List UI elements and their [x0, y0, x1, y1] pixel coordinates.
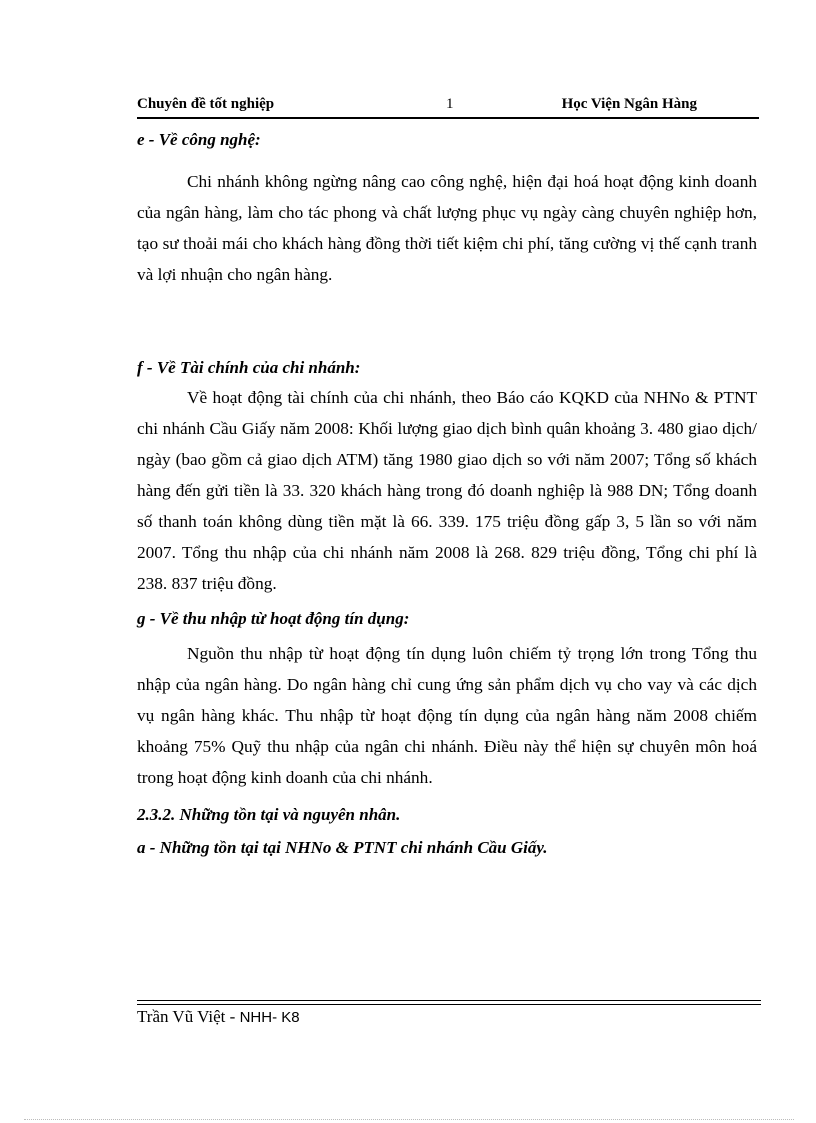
section-2-3-2-heading: 2.3.2. Những tồn tại và nguyên nhân. [137, 805, 401, 824]
footer-class: NHH- K8 [239, 1009, 300, 1026]
header-thesis-title: Chuyên đề tốt nghiệp [137, 96, 275, 112]
section-g-paragraph: Nguồn thu nhập từ hoạt động tín dụng luôn chiếm tỷ trọng lớn trong Tổng thu nhập của ngân hàng. Do ngân hàng chỉ cung ứng sản phẩm dịch vụ cho vay và các dịch vụ ngân hàng khác. Thu nhập từ hoạt động tín dụng của ngân hàng năm 2008 chiếm khoảng 75% Quỹ thu nhập của ngân chi nhánh. Điều này thể hiện sự chuyên môn hoá trong hoạt động kinh doanh của chi nhánh. [137, 644, 757, 787]
section-a-heading: a - Những tồn tại tại NHNo & PTNT chi nhánh Cầu Giấy. [137, 838, 548, 857]
section-f-heading: f - Về Tài chính của chi nhánh: [137, 358, 361, 377]
footer-divider-bottom [137, 1004, 761, 1005]
section-e-paragraph: Chi nhánh không ngừng nâng cao công nghệ, hiện đại hoá hoạt động kinh doanh của ngân hàng, làm cho tác phong và chất lượng phục vụ ngày càng chuyên nghiệp hơn, tạo sư thoải mái cho khách hàng đồng thời tiết kiệm chi phí, tăng cường vị thế cạnh tranh và lợi nhuận cho ngân hàng. [137, 172, 757, 284]
page-break-line [24, 1119, 794, 1120]
footer-divider-top [137, 1000, 761, 1001]
footer-author: Trần Vũ Việt - [137, 1007, 240, 1026]
section-g-heading: g - Về thu nhập từ hoạt động tín dụng: [137, 609, 410, 628]
page-header [137, 96, 759, 116]
header-institution: Học Viện Ngân Hàng [561, 96, 697, 112]
page-footer [137, 1007, 300, 1027]
section-f-paragraph: Về hoạt động tài chính của chi nhánh, theo Báo cáo KQKD của NHNo & PTNT chi nhánh Cầu Giấy năm 2008: Khối lượng giao dịch bình quân khoảng 3. 480 giao dịch/ ngày (bao gồm cả giao dịch ATM) tăng 1980 giao dịch so với năm 2007; Tổng số khách hàng đến gửi tiền là 33. 320 khách hàng trong đó doanh nghiệp là 988 DN; Tổng doanh số thanh toán không dùng tiền mặt là 66. 339. 175 triệu đồng gấp 3, 5 lần so với năm 2007. Tổng thu nhập của chi nhánh năm 2008 là 268. 829 triệu đồng, Tổng chi phí là 238. 837 triệu đồng. [137, 388, 757, 593]
section-e-heading: e - Về công nghệ: [137, 130, 261, 149]
document-body [137, 126, 757, 862]
header-page-number: 1 [446, 96, 454, 112]
header-divider [137, 117, 759, 119]
